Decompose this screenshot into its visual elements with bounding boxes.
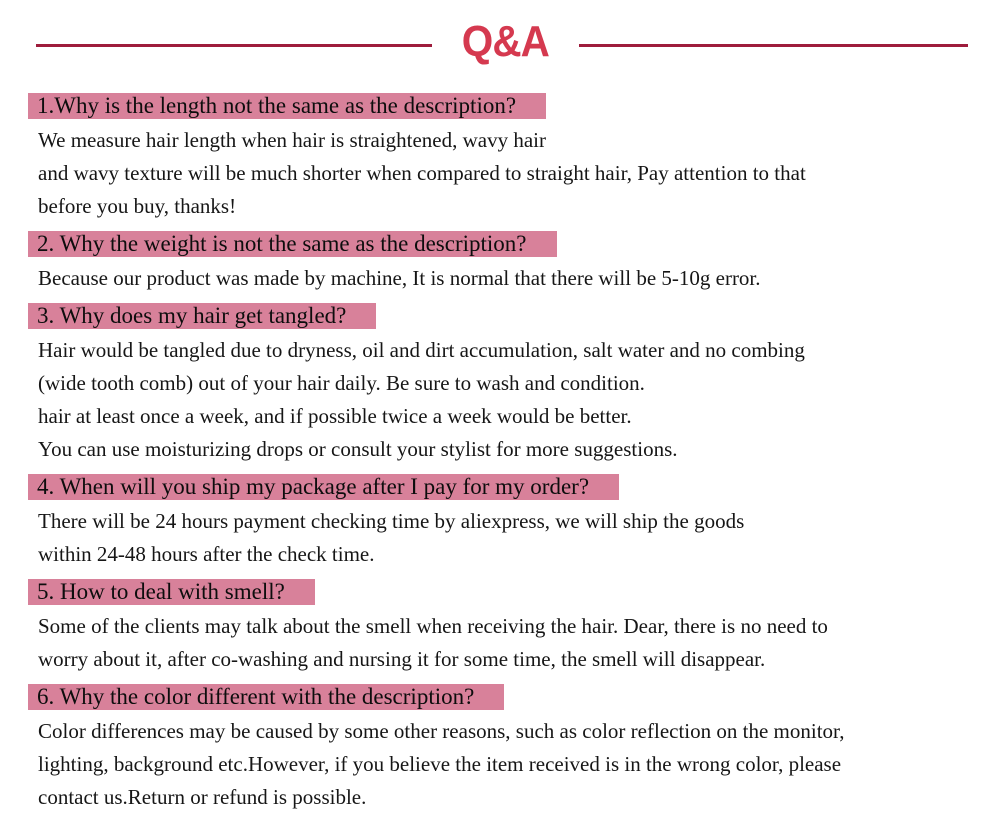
answer-block xyxy=(28,505,980,571)
answer-block xyxy=(28,124,980,223)
answer-line: hair at least once a week, and if possible twice a week would be better. xyxy=(38,404,632,428)
question-heading: 3. Why does my hair get tangled? xyxy=(28,303,376,329)
qa-section xyxy=(28,579,980,676)
qa-section xyxy=(28,93,980,223)
answer-line: Because our product was made by machine, It is normal that there will be 5-10g error. xyxy=(38,266,761,290)
answer-line: Color differences may be caused by some other reasons, such as color reflection on the monitor, xyxy=(38,719,845,743)
answer-block xyxy=(28,715,980,814)
answer-block xyxy=(28,334,980,466)
answer-line: within 24-48 hours after the check time. xyxy=(38,542,375,566)
answer-line: You can use moisturizing drops or consult your stylist for more suggestions. xyxy=(38,437,678,461)
qa-list xyxy=(0,72,1000,814)
answer-line: contact us.Return or refund is possible. xyxy=(38,785,367,809)
answer-block xyxy=(28,610,980,676)
question-heading: 4. When will you ship my package after I pay for my order? xyxy=(28,474,619,500)
qa-section xyxy=(28,684,980,814)
question-heading: 6. Why the color different with the description? xyxy=(28,684,504,710)
page-title: Q&A xyxy=(461,17,549,66)
question-heading: 2. Why the weight is not the same as the description? xyxy=(28,231,557,257)
answer-line: worry about it, after co-washing and nursing it for some time, the smell will disappear. xyxy=(38,647,766,671)
question-heading: 1.Why is the length not the same as the description? xyxy=(28,93,546,119)
answer-line: Hair would be tangled due to dryness, oil and dirt accumulation, salt water and no combing xyxy=(38,338,805,362)
answer-line: and wavy texture will be much shorter when compared to straight hair, Pay attention to that xyxy=(38,161,806,185)
answer-line: Some of the clients may talk about the smell when receiving the hair. Dear, there is no need to xyxy=(38,614,828,638)
qa-header xyxy=(0,0,1000,72)
answer-block xyxy=(28,262,980,295)
answer-line: before you buy, thanks! xyxy=(38,194,237,218)
answer-line: lighting, background etc.However, if you believe the item received is in the wrong color, please xyxy=(38,752,842,776)
answer-line: We measure hair length when hair is straightened, wavy hair xyxy=(38,128,546,152)
answer-line: (wide tooth comb) out of your hair daily. Be sure to wash and condition. xyxy=(38,371,645,395)
right-divider-line xyxy=(579,44,968,47)
answer-line: There will be 24 hours payment checking time by aliexpress, we will ship the goods xyxy=(38,509,745,533)
qa-section xyxy=(28,474,980,571)
left-divider-line xyxy=(36,44,432,47)
qa-section xyxy=(28,231,980,295)
qa-section xyxy=(28,303,980,466)
question-heading: 5. How to deal with smell? xyxy=(28,579,315,605)
